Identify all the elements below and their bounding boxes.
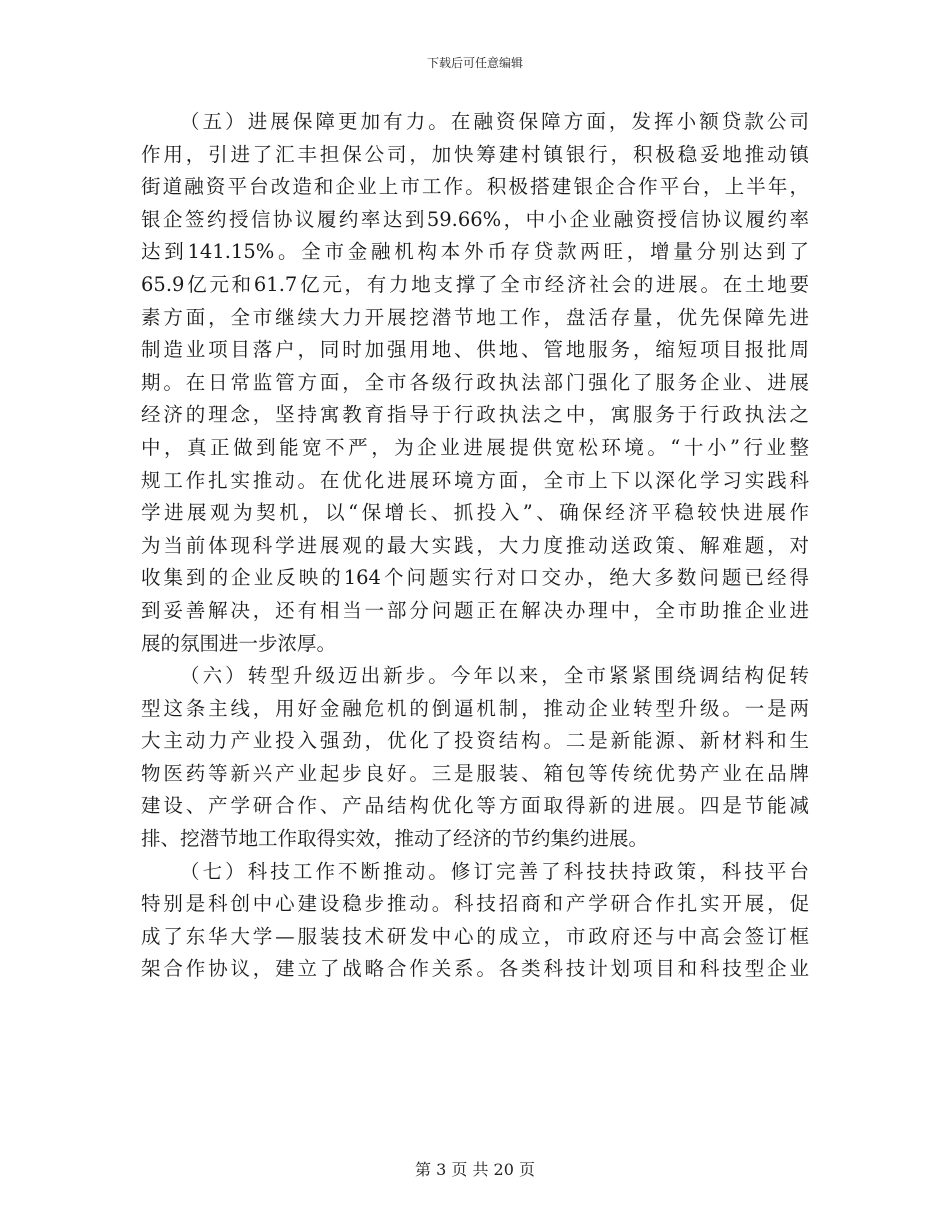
document-body — [141, 106, 809, 986]
text-line: 架合作协议，建立了战略合作关系。各类科技计划项目和科技型企业 — [141, 957, 809, 981]
text-line: 大主动力产业投入强劲，优化了投资结构。二是新能源、新材料和生 — [141, 729, 809, 753]
paragraph-p5 — [141, 106, 809, 660]
text-line: 65.9亿元和61.7亿元，有力地支撑了全市经济社会的进展。在土地要 — [141, 272, 809, 296]
text-line: 作用，引进了汇丰担保公司，加快筹建村镇银行，积极稳妥地推动镇 — [141, 142, 809, 166]
page-header: 下载后可任意编辑 — [426, 56, 523, 70]
text-line: 到妥善解决，还有相当一部分问题正在解决办理中，全市助推企业进 — [141, 598, 809, 622]
paragraph-p6 — [141, 660, 809, 856]
text-line: 中，真正做到能宽不严，为企业进展提供宽松环境。“十小”行业整 — [141, 435, 809, 459]
text-line: 排、挖潜节地工作取得实效，推动了经济的节约集约进展。 — [141, 827, 649, 851]
text-line: 学进展观为契机，以“保增长、抓投入”、确保经济平稳较快进展作 — [141, 501, 809, 525]
text-line: （五）进展保障更加有力。在融资保障方面，发挥小额贷款公司 — [180, 110, 809, 133]
text-line: 街道融资平台改造和企业上市工作。积极搭建银企合作平台，上半年， — [141, 175, 809, 199]
text-line: 经济的理念，坚持寓教育指导于行政执法之中，寓服务于行政执法之 — [141, 403, 809, 427]
text-line: 收集到的企业反映的164个问题实行对口交办，绝大多数问题已经得 — [141, 566, 809, 590]
paragraph-p7 — [141, 856, 809, 986]
text-line: 型这条主线，用好金融危机的倒逼机制，推动企业转型升级。一是两 — [141, 696, 809, 720]
text-line: （七）科技工作不断推动。修订完善了科技扶持政策，科技平台 — [180, 859, 809, 883]
text-line: 银企签约授信协议履约率达到59.66%，中小企业融资授信协议履约率 — [141, 207, 809, 231]
text-line: 为当前体现科学进展观的最大实践，大力度推动送政策、解难题，对 — [141, 533, 809, 557]
text-line: 制造业项目落户，同时加强用地、供地、管地服务，缩短项目报批周 — [141, 338, 809, 362]
text-line: 素方面，全市继续大力开展挖潜节地工作，盘活存量，优先保障先进 — [141, 305, 809, 329]
text-line: 特别是科创中心建设稳步推动。科技招商和产学研合作扎实开展，促 — [141, 892, 809, 916]
page-footer: 第 3 页 共 20 页 — [415, 1160, 535, 1179]
text-line: 规工作扎实推动。在优化进展环境方面，全市上下以深化学习实践科 — [141, 468, 809, 492]
text-line: 期。在日常监管方面，全市各级行政执法部门强化了服务企业、进展 — [141, 370, 809, 394]
text-line: 建设、产学研合作、产品结构优化等方面取得新的进展。四是节能减 — [141, 794, 809, 818]
text-line: 达到141.15%。全市金融机构本外币存贷款两旺，增量分别达到了 — [141, 240, 809, 264]
text-line: 物医药等新兴产业起步良好。三是服装、箱包等传统优势产业在品牌 — [141, 761, 809, 785]
text-line: 成了东华大学—服装技术研发中心的成立，市政府还与中高会签订框 — [141, 924, 809, 948]
text-line: （六）转型升级迈出新步。今年以来，全市紧紧围绕调结构促转 — [180, 664, 809, 688]
text-line: 展的氛围进一步浓厚。 — [141, 631, 337, 655]
